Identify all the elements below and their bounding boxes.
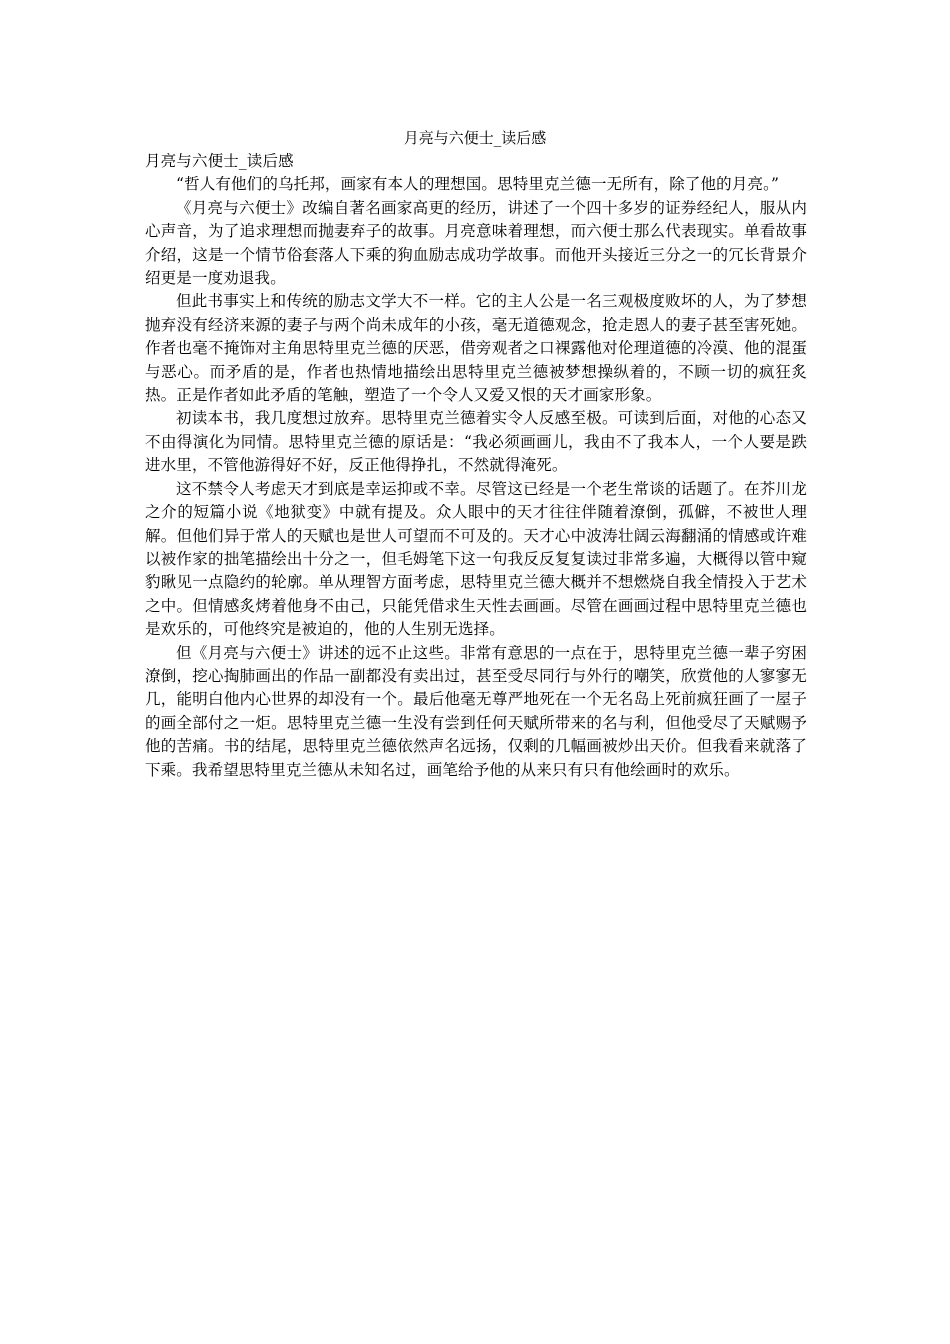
- paragraph-protagonist: 但此书事实上和传统的励志文学大不一样。它的主人公是一名三观极度败坏的人，为了梦想抛弃没有经济来源的妻子与两个尚未成年的小孩，毫无道德观念，抢走恩人的妻子甚至害死她。作者也毫不掩饰对主角思特里克兰德的厌恶，借旁观者之口裸露他对伦理道德的冷漠、他的混蛋与恶心。而矛盾的是，作者也热情地描绘出思特里克兰德被梦想操纵着的，不顾一切的疯狂炙热。正是作者如此矛盾的笔触，塑造了一个令人又爱又恨的天才画家形象。: [145, 292, 807, 405]
- paragraph-quote: “哲人有他们的乌托邦，画家有本人的理想国。思特里克兰德一无所有，除了他的月亮。”: [176, 175, 780, 194]
- paragraph-first-reading: 初读本书，我几度想过放弃。思特里克兰德着实令人反感至极。可读到后面，对他的心态又不由得演化为同情。思特里克兰德的原话是：“我必须画画儿，我由不了我本人，一个人要是跌进水里，不管他游得好不好，反正他得挣扎，不然就得淹死。: [145, 409, 807, 475]
- paragraph-intro: 《月亮与六便士》改编自著名画家高更的经历，讲述了一个四十多岁的证券经纪人，服从内心声音，为了追求理想而抛妻弃子的故事。月亮意味着理想，而六便士那么代表现实。单看故事介绍，这是一个情节俗套落人下乘的狗血励志成功学故事。而他开头接近三分之一的冗长背景介绍更是一度劝退我。: [145, 198, 807, 288]
- document-body: [145, 150, 807, 782]
- document-title: 月亮与六便士_读后感: [403, 129, 547, 147]
- paragraph-genius: 这不禁令人考虑天才到底是幸运抑或不幸。尽管这已经是一个老生常谈的话题了。在芥川龙之介的短篇小说《地狱变》中就有提及。众人眼中的天才往往伴随着潦倒，孤僻，不被世人理解。但他们异于常人的天赋也是世人可望而不可及的。天才心中波涛壮阔云海翻涌的情感或许难以被作家的拙笔描绘出十分之一，但毛姆笔下这一句我反反复复读过非常多遍，大概得以管中窥豹瞅见一点隐约的轮廓。单从理智方面考虑，思特里克兰德大概并不想燃烧自我全情投入于艺术之中。但情感炙烤着他身不由己，只能凭借求生天性去画画。尽管在画画过程中思特里克兰德也是欢乐的，可他终究是被迫的，他的人生别无选择。: [145, 479, 807, 639]
- paragraph-conclusion: 但《月亮与六便士》讲述的远不止这些。非常有意思的一点在于，思特里克兰德一辈子穷困潦倒，挖心掏肺画出的作品一副都没有卖出过，甚至受尽同行与外行的嘲笑，欣赏他的人寥寥无几，能明白他内心世界的却没有一个。最后他毫无尊严地死在一个无名岛上死前疯狂画了一屋子的画全部付之一炬。思特里克兰德一生没有尝到任何天赋所带来的名与利，但他受尽了天赋赐予他的苦痛。书的结尾，思特里克兰德依然声名远扬，仅剩的几幅画被炒出天价。但我看来就落了下乘。我希望思特里克兰德从未知名过，画笔给予他的从来只有只有他绘画时的欢乐。: [145, 643, 807, 779]
- document-subtitle: 月亮与六便士_读后感: [145, 152, 294, 170]
